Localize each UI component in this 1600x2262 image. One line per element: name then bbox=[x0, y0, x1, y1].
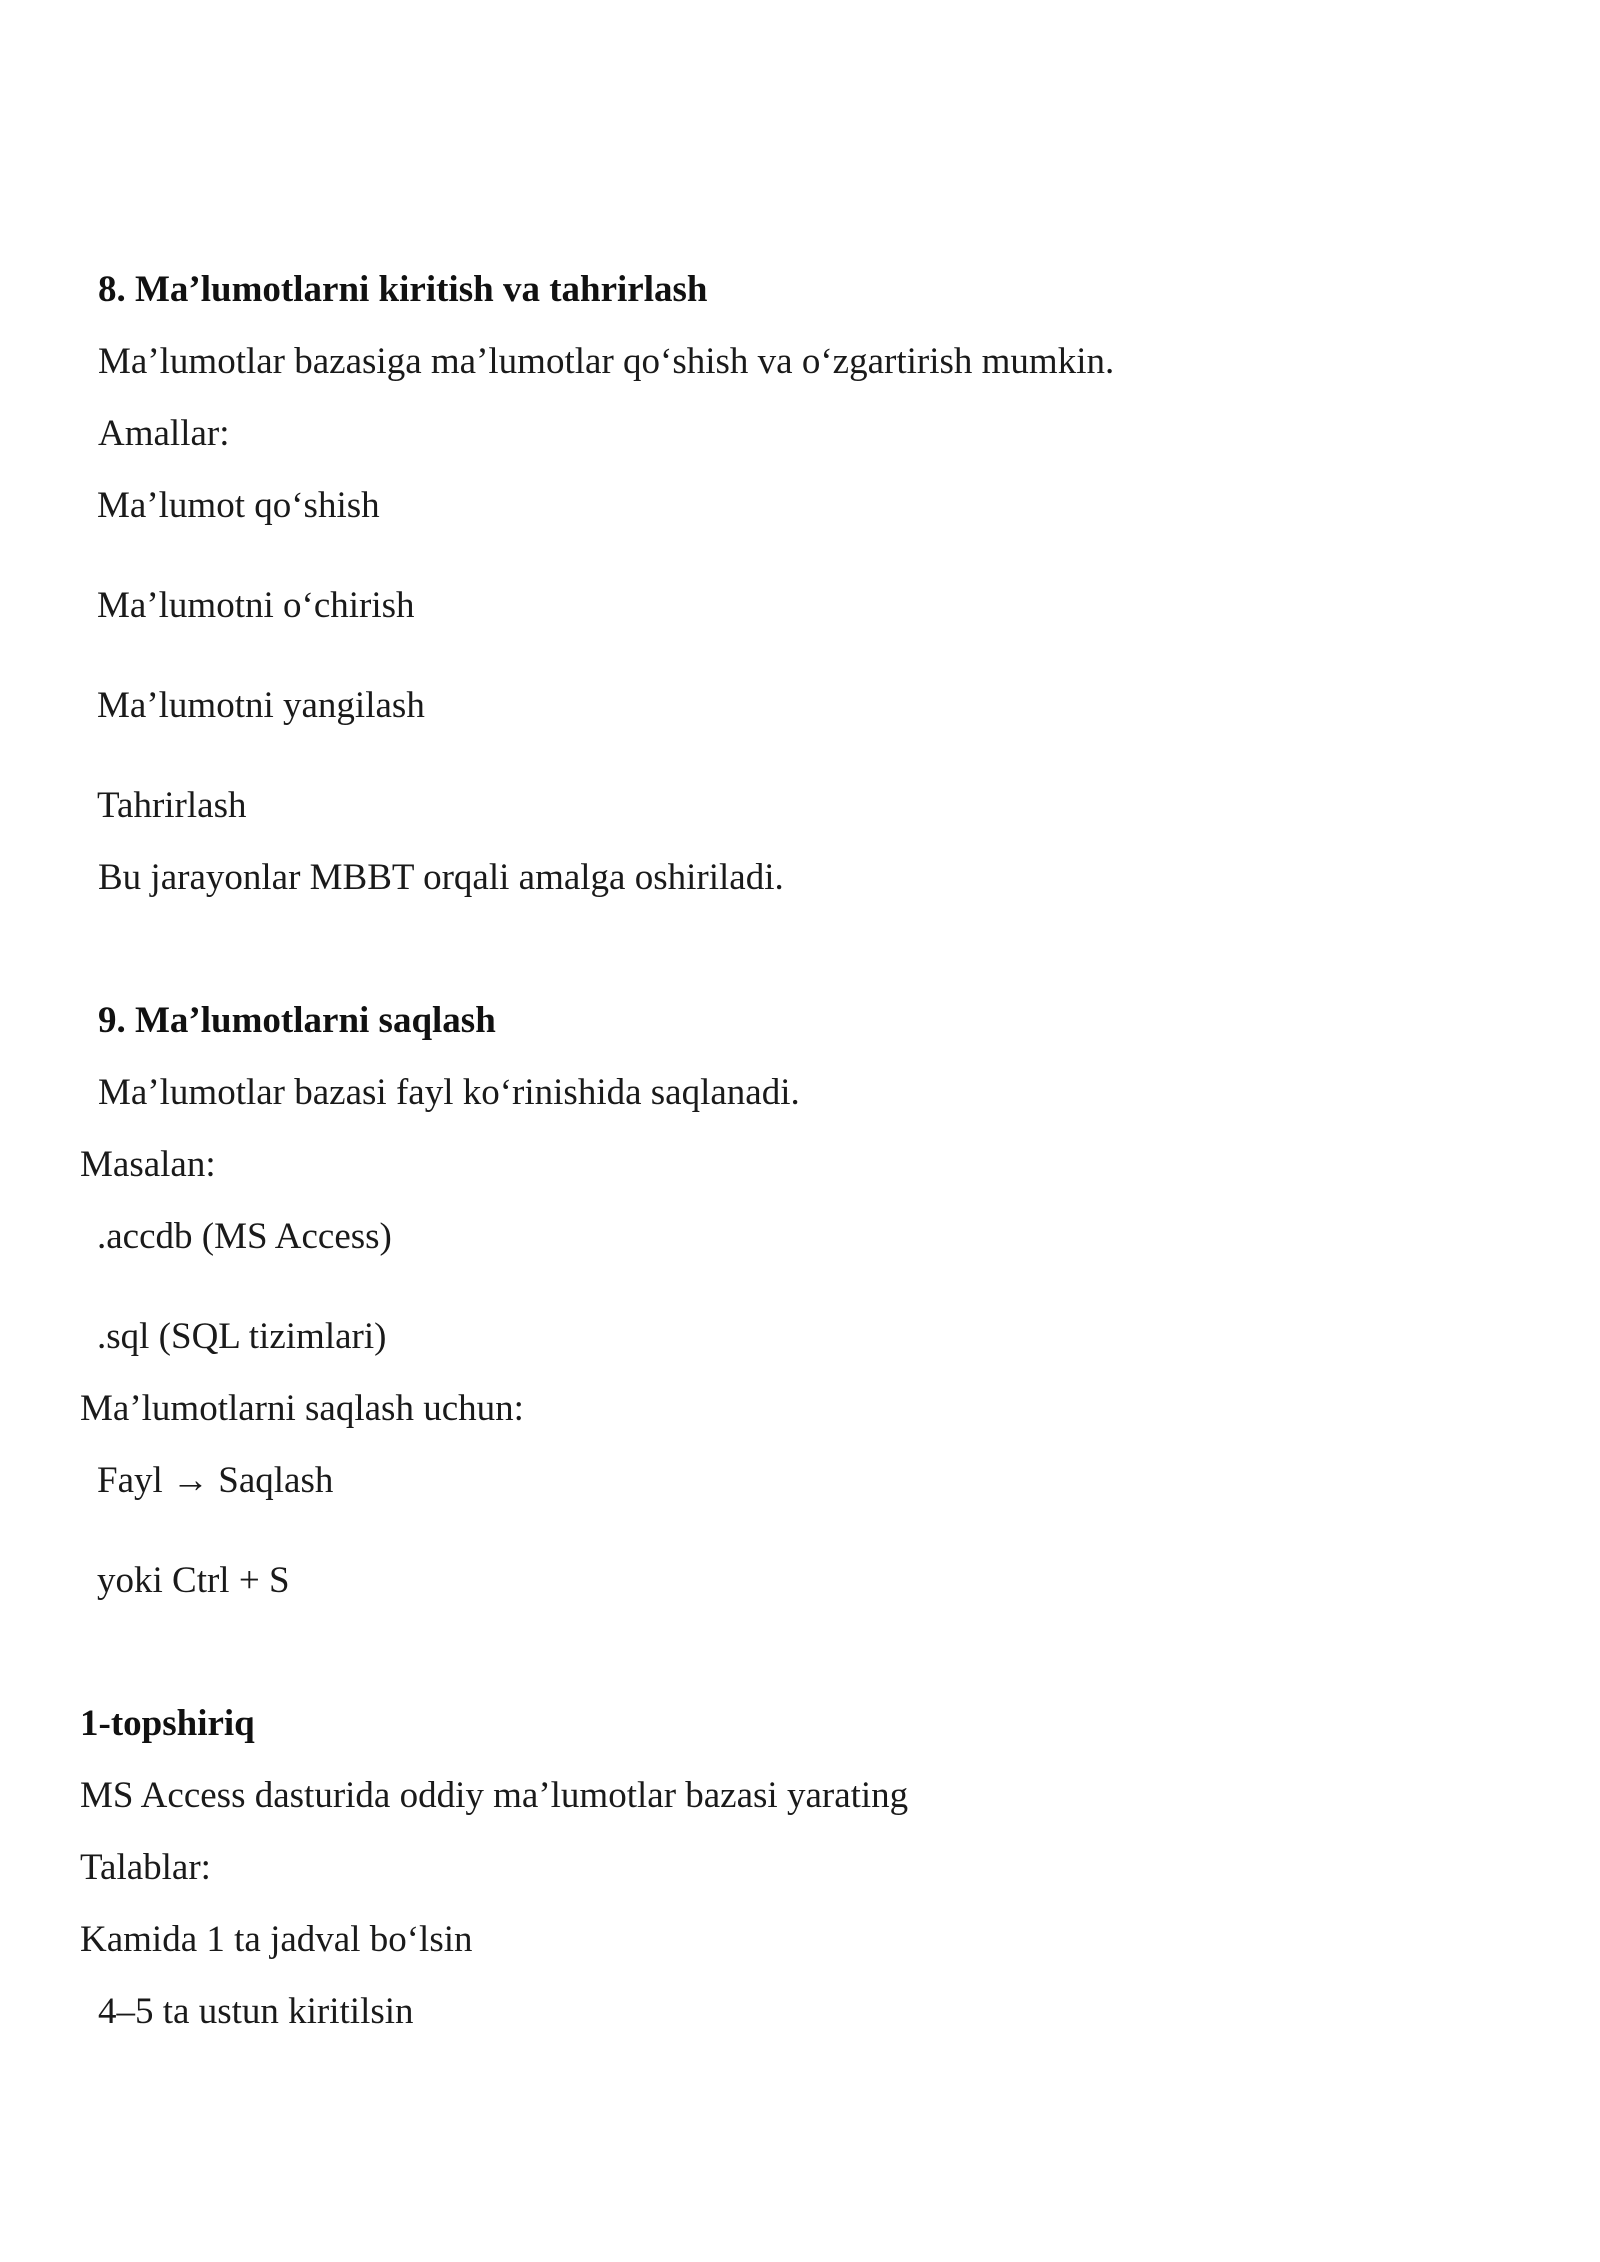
save-label: Ma’lumotlarni saqlash uchun: bbox=[80, 1388, 524, 1429]
list-item: Ma’lumot qo‘shish bbox=[97, 485, 380, 526]
list-item: Fayl → Saqlash bbox=[97, 1460, 334, 1501]
list-item: Tahrirlash bbox=[97, 785, 247, 826]
example-label: Masalan: bbox=[80, 1144, 216, 1185]
list-item: Ma’lumotni yangilash bbox=[97, 685, 425, 726]
list-item: Kamida 1 ta jadval bo‘lsin bbox=[80, 1919, 473, 1960]
task-1-heading: 1-topshiriq bbox=[80, 1703, 255, 1744]
task-1-description: MS Access dasturida oddiy ma’lumotlar bazasi yarating bbox=[80, 1775, 909, 1816]
requirements-label: Talablar: bbox=[80, 1847, 211, 1888]
section-8-heading: 8. Ma’lumotlarni kiritish va tahrirlash bbox=[98, 269, 708, 310]
section-9-heading: 9. Ma’lumotlarni saqlash bbox=[98, 1000, 496, 1041]
list-item: yoki Ctrl + S bbox=[97, 1560, 290, 1601]
list-item: .accdb (MS Access) bbox=[97, 1216, 392, 1257]
list-item: .sql (SQL tizimlari) bbox=[97, 1316, 387, 1357]
actions-label: Amallar: bbox=[98, 413, 230, 454]
section-8-note: Bu jarayonlar MBBT orqali amalga oshiriladi. bbox=[98, 857, 784, 898]
section-9-intro: Ma’lumotlar bazasi fayl ko‘rinishida saqlanadi. bbox=[98, 1072, 800, 1113]
section-8-intro: Ma’lumotlar bazasiga ma’lumotlar qo‘shish va o‘zgartirish mumkin. bbox=[98, 341, 1115, 382]
list-item: Ma’lumotni o‘chirish bbox=[97, 585, 415, 626]
list-item: 4–5 ta ustun kiritilsin bbox=[98, 1991, 414, 2032]
